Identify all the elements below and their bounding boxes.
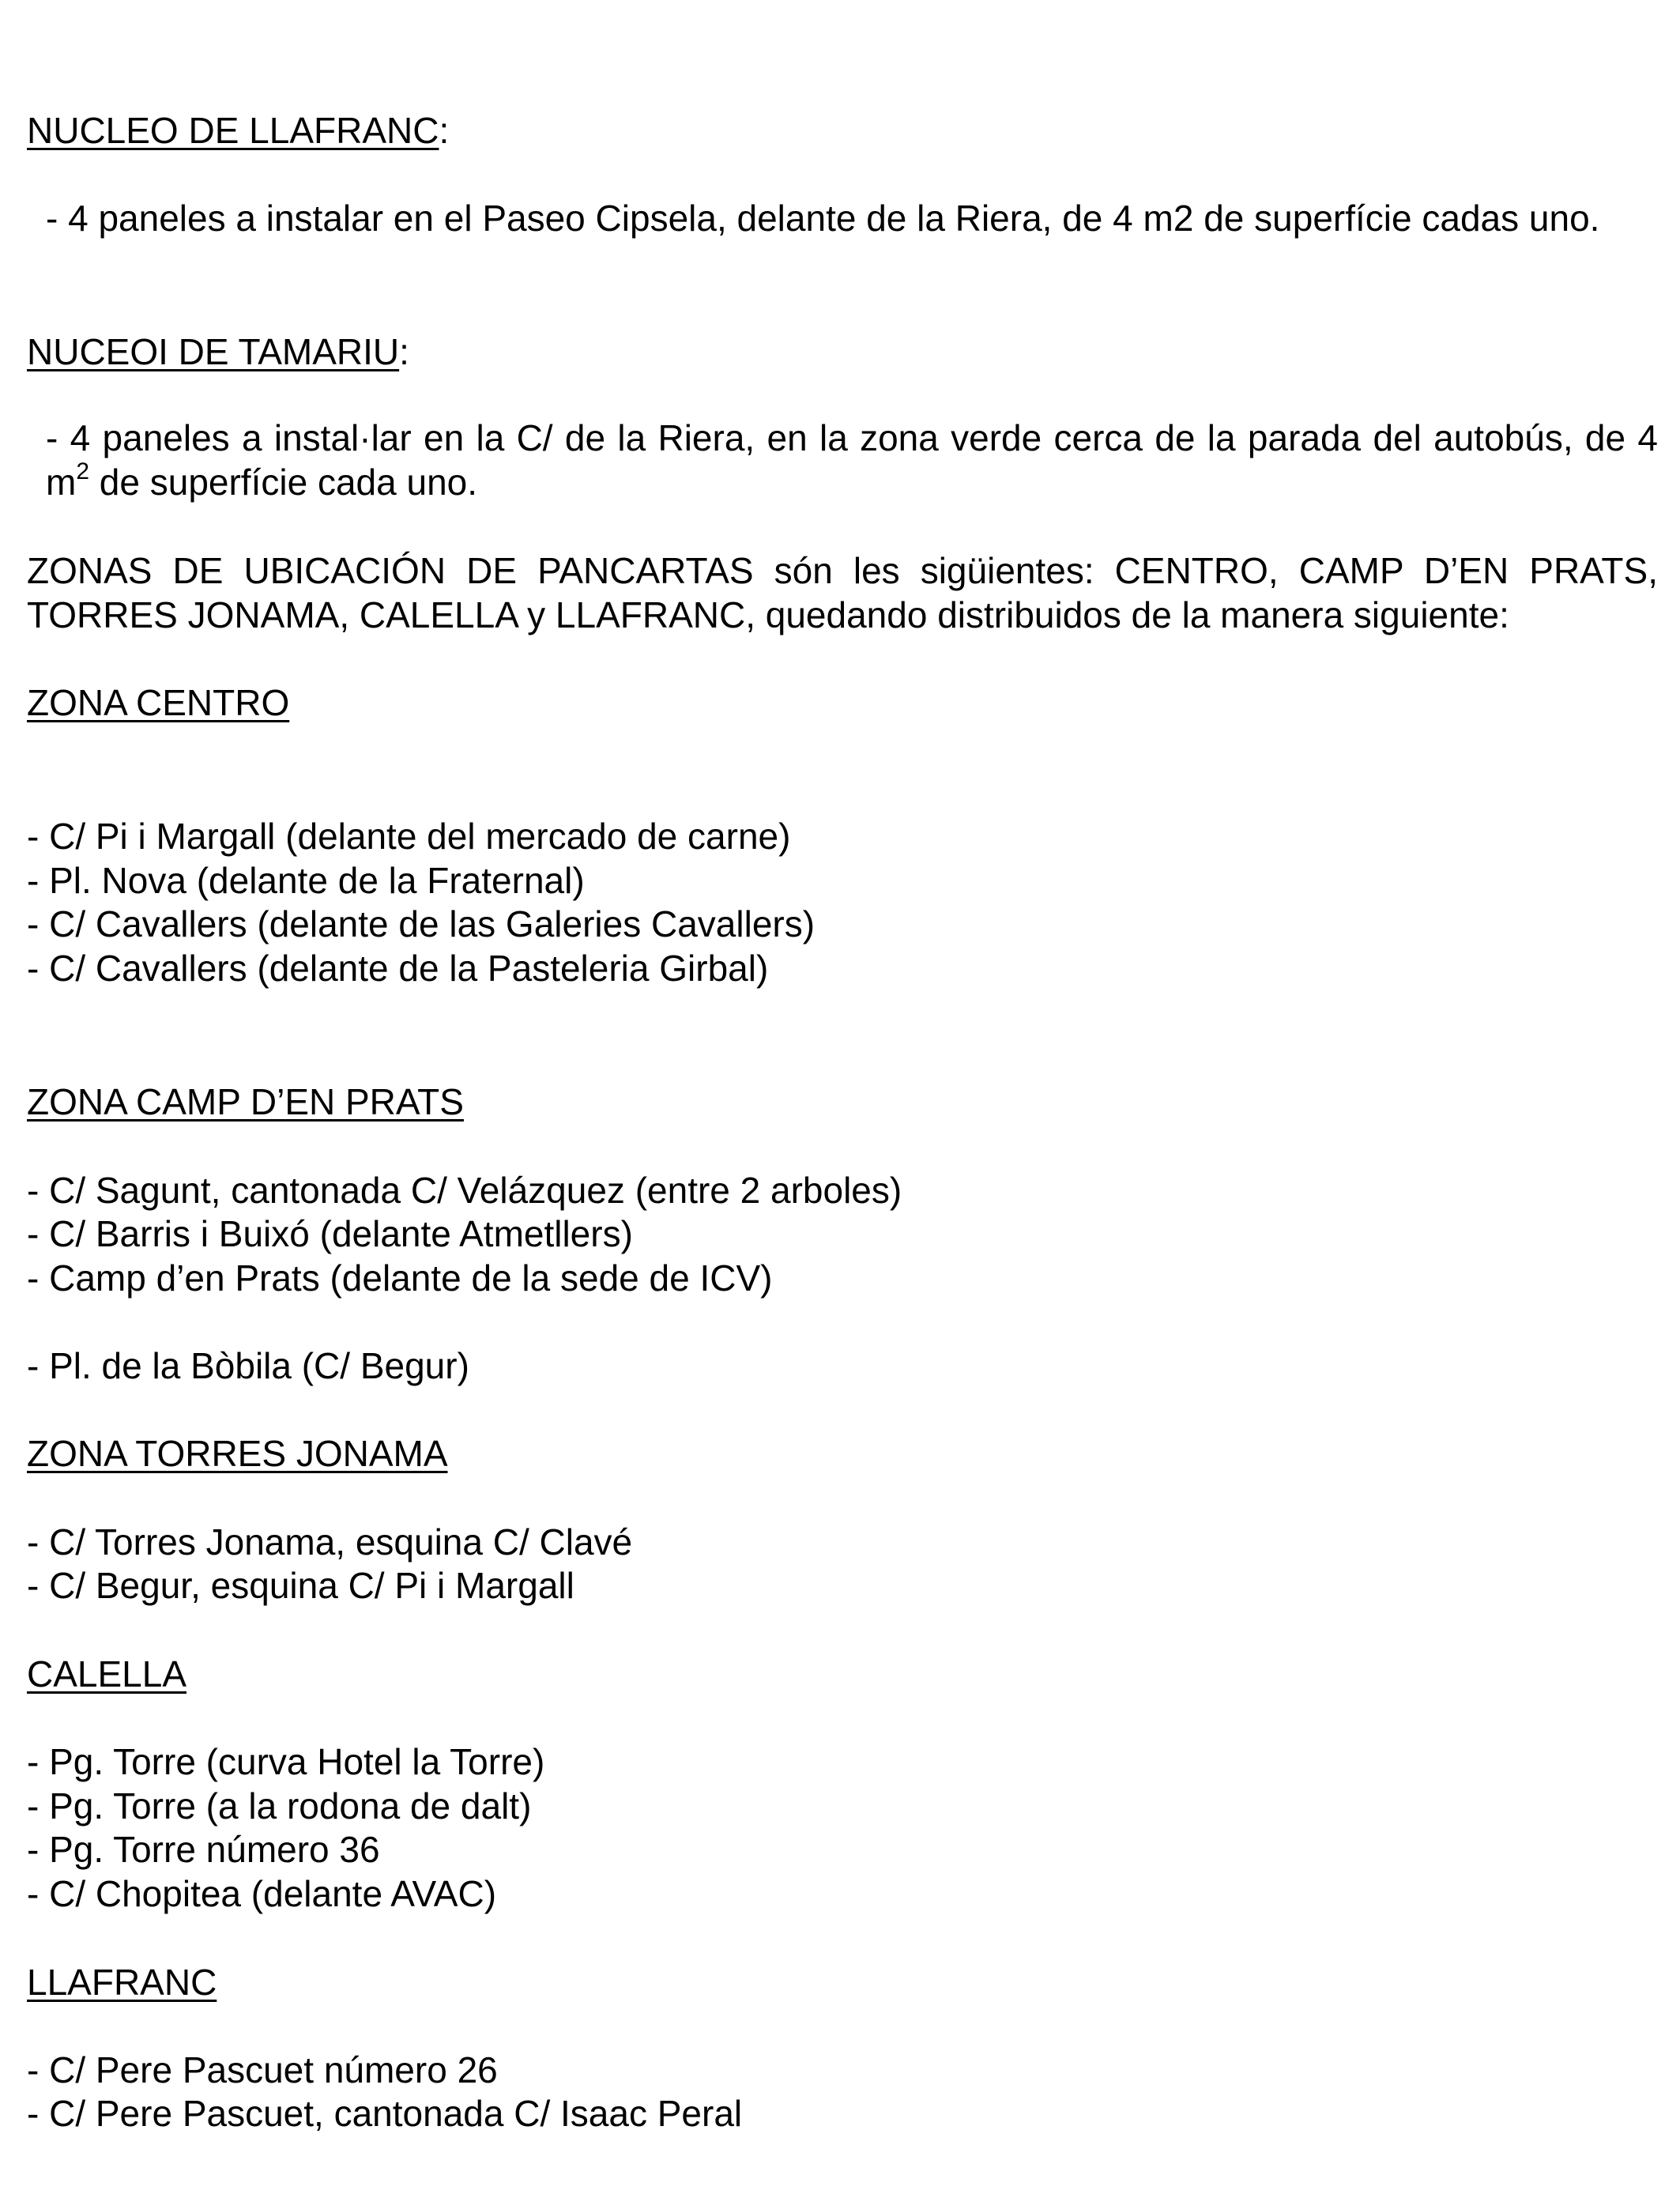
list-item: - C/ Cavallers (delante de la Pasteleria Girbal) bbox=[27, 948, 769, 989]
list-item: - C/ Torres Jonama, esquina C/ Clavé bbox=[27, 1521, 633, 1563]
list-item: - C/ Barris i Buixó (delante Atmetllers) bbox=[27, 1213, 633, 1254]
paragraph-tamariu-panels bbox=[46, 416, 1658, 504]
section-heading-calella bbox=[27, 1652, 186, 1696]
list-item: - Pg. Torre número 36 bbox=[27, 1829, 380, 1870]
list-item: - Pg. Torre (a la rodona de dalt) bbox=[27, 1785, 532, 1826]
heading-colon: : bbox=[439, 110, 450, 151]
list-item: - Pg. Torre (curva Hotel la Torre) bbox=[27, 1741, 545, 1782]
list-item: - Pl. de la Bòbila (C/ Begur) bbox=[27, 1345, 469, 1386]
list-item: - Pl. Nova (delante de la Fraternal) bbox=[27, 860, 585, 901]
paragraph-text-end: de superfície cada uno. bbox=[89, 462, 478, 503]
heading-text: ZONA TORRES JONAMA bbox=[27, 1433, 448, 1474]
section-heading-zona-centro bbox=[27, 680, 289, 725]
list-item: - Camp d’en Prats (delante de la sede de ICV) bbox=[27, 1257, 773, 1299]
heading-text: ZONA CENTRO bbox=[27, 682, 290, 723]
paragraph-llafranc-panels: - 4 paneles a instalar en el Paseo Cipsela, delante de la Riera, de 4 m2 de superfície cadas uno. bbox=[46, 198, 1600, 239]
section-heading-nucleo-tamariu bbox=[27, 330, 409, 374]
section-heading-llafranc bbox=[27, 1960, 217, 2004]
heading-text: NUCEOI DE TAMARIU bbox=[27, 331, 400, 372]
section-heading-zona-torres-jonama bbox=[27, 1431, 448, 1476]
list-item: - C/ Cavallers (delante de las Galeries Cavallers) bbox=[27, 903, 816, 944]
heading-text: LLAFRANC bbox=[27, 1962, 217, 2003]
heading-text: ZONA CAMP D’EN PRATS bbox=[27, 1081, 464, 1122]
list-item: - C/ Sagunt, cantonada C/ Velázquez (entre 2 arboles) bbox=[27, 1170, 902, 1211]
list-item: - C/ Chopitea (delante AVAC) bbox=[27, 1873, 497, 1914]
paragraph-intro-pancartas: ZONAS DE UBICACIÓN DE PANCARTAS són les sigüientes: CENTRO, CAMP D’EN PRATS, TORRES JONAMA, CALELLA y LLAFRANC, quedando distribuidos de la manera siguiente: bbox=[27, 550, 1658, 635]
section-heading-nucleo-llafranc bbox=[27, 108, 449, 153]
heading-text: NUCLEO DE LLAFRANC bbox=[27, 110, 439, 151]
section-heading-zona-camp-den-prats bbox=[27, 1080, 464, 1124]
paragraph-text: - 4 paneles a instal·lar en la C/ de la Riera, en la zona verde cerca de la parada del autobús, de 4 m bbox=[46, 417, 1658, 503]
superscript-2: 2 bbox=[76, 458, 90, 484]
list-item: - C/ Begur, esquina C/ Pi i Margall bbox=[27, 1565, 574, 1606]
heading-text: CALELLA bbox=[27, 1653, 187, 1695]
list-item: - C/ Pere Pascuet número 26 bbox=[27, 2049, 498, 2090]
list-item: - C/ Pi i Margall (delante del mercado de carne) bbox=[27, 816, 791, 857]
heading-colon: : bbox=[399, 331, 409, 372]
list-item: - C/ Pere Pascuet, cantonada C/ Isaac Peral bbox=[27, 2093, 743, 2134]
